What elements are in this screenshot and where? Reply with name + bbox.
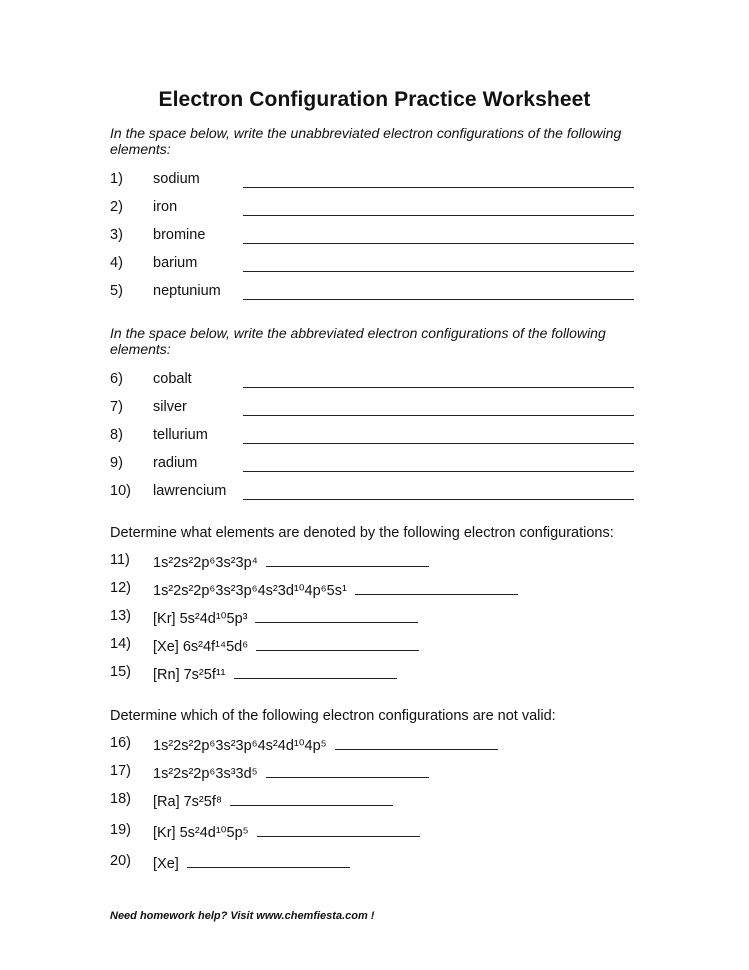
element-name: cobalt xyxy=(153,371,192,387)
element-name: neptunium xyxy=(153,283,221,299)
answer-line[interactable] xyxy=(243,243,634,244)
instruction-unabbreviated: In the space below, write the unabbreviated electron configurations of the following elements: xyxy=(110,125,622,157)
element-name: lawrencium xyxy=(153,483,227,499)
electron-configuration: [Xe] 6s²4f¹⁴5d⁶ xyxy=(153,639,249,655)
element-name: tellurium xyxy=(153,427,208,443)
element-name: sodium xyxy=(153,171,200,187)
question-number: 2) xyxy=(110,199,123,215)
electron-configuration: [Ra] 7s²5f⁸ xyxy=(153,794,222,810)
answer-line[interactable] xyxy=(234,664,397,679)
instruction-identify: Determine what elements are denoted by the following electron configurations: xyxy=(110,525,614,541)
answer-line[interactable] xyxy=(355,580,518,595)
instruction-abbreviated: In the space below, write the abbreviated electron configurations of the following elements: xyxy=(110,325,606,357)
question-number: 20) xyxy=(110,853,131,869)
electron-configuration: [Kr] 5s²4d¹⁰5p³ xyxy=(153,611,248,627)
footer-note: Need homework help? Visit www.chemfiesta.com ! xyxy=(110,910,375,922)
electron-configuration: 1s²2s²2p⁶3s³3d⁵ xyxy=(153,766,258,782)
answer-line[interactable] xyxy=(243,443,634,444)
answer-line[interactable] xyxy=(257,822,420,837)
instruction-validity: Determine which of the following electron configurations are not valid: xyxy=(110,708,556,724)
answer-line[interactable] xyxy=(243,299,634,300)
answer-line[interactable] xyxy=(255,608,418,623)
answer-line[interactable] xyxy=(243,187,634,188)
question-number: 1) xyxy=(110,171,123,187)
answer-line[interactable] xyxy=(256,636,419,651)
electron-configuration: 1s²2s²2p⁶3s²3p⁶4s²4d¹⁰4p⁵ xyxy=(153,738,327,754)
answer-line[interactable] xyxy=(243,471,634,472)
question-number: 9) xyxy=(110,455,123,471)
question-number: 10) xyxy=(110,483,131,499)
answer-line[interactable] xyxy=(243,499,634,500)
answer-line[interactable] xyxy=(266,763,429,778)
answer-line[interactable] xyxy=(243,215,634,216)
answer-line[interactable] xyxy=(187,853,350,868)
answer-line[interactable] xyxy=(230,791,393,806)
electron-configuration: 1s²2s²2p⁶3s²3p⁶4s²3d¹⁰4p⁶5s¹ xyxy=(153,583,347,599)
element-name: bromine xyxy=(153,227,206,243)
question-number: 15) xyxy=(110,664,131,680)
answer-line[interactable] xyxy=(243,271,634,272)
electron-configuration: [Kr] 5s²4d¹⁰5p⁵ xyxy=(153,825,249,841)
question-number: 11) xyxy=(110,552,130,568)
question-number: 13) xyxy=(110,608,131,624)
element-name: iron xyxy=(153,199,178,215)
question-number: 6) xyxy=(110,371,123,387)
question-number: 19) xyxy=(110,822,131,838)
answer-line[interactable] xyxy=(243,387,634,388)
question-number: 16) xyxy=(110,735,131,751)
element-name: silver xyxy=(153,399,187,415)
question-number: 18) xyxy=(110,791,131,807)
question-number: 14) xyxy=(110,636,131,652)
question-number: 17) xyxy=(110,763,131,779)
answer-line[interactable] xyxy=(266,552,429,567)
electron-configuration: [Rn] 7s²5f¹¹ xyxy=(153,667,226,683)
question-number: 8) xyxy=(110,427,123,443)
element-name: barium xyxy=(153,255,198,271)
question-number: 12) xyxy=(110,580,131,596)
electron-configuration: [Xe] xyxy=(153,856,179,872)
worksheet-title: Electron Configuration Practice Worksheet xyxy=(158,88,591,111)
answer-line[interactable] xyxy=(335,735,498,750)
question-number: 5) xyxy=(110,283,123,299)
element-name: radium xyxy=(153,455,198,471)
question-number: 4) xyxy=(110,255,123,271)
electron-configuration: 1s²2s²2p⁶3s²3p⁴ xyxy=(153,555,258,571)
answer-line[interactable] xyxy=(243,415,634,416)
question-number: 7) xyxy=(110,399,123,415)
question-number: 3) xyxy=(110,227,123,243)
